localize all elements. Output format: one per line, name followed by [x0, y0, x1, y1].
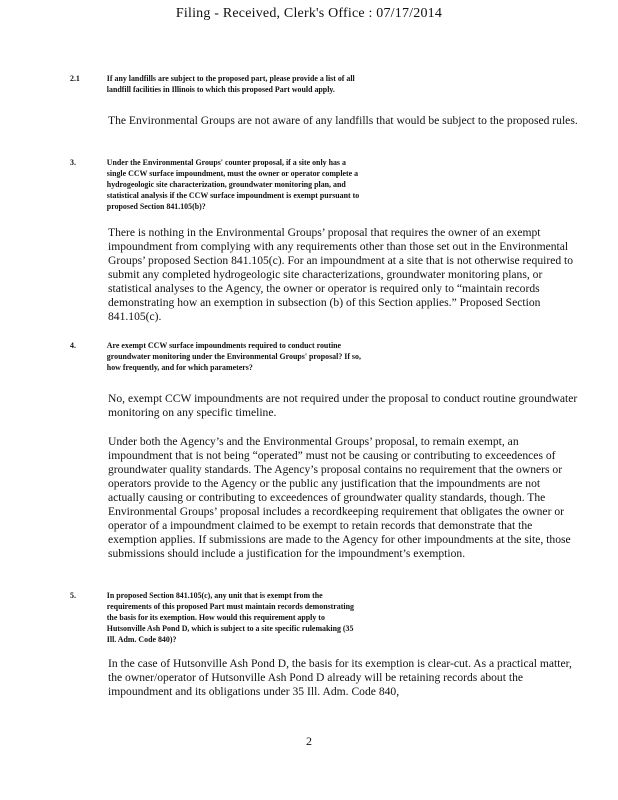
filing-stamp-header: Filing - Received, Clerk's Office : 07/17/2014 — [175, 6, 443, 21]
answer-2-1 — [108, 114, 578, 128]
question-text: If any landfills are subject to the proposed part, please provide a list of all landfill facilities in Illinois to which this proposed Part would apply. — [106, 73, 355, 94]
answer-4a — [108, 392, 578, 420]
question-text: Are exempt CCW surface impoundments required to conduct routine groundwater monitoring under the Environmental Groups' proposal? If so, how frequently, and for which parameters? — [106, 340, 361, 372]
answer-3 — [108, 226, 578, 324]
answer-paragraph: There is nothing in the Environmental Groups’ proposal that requires the owner of an exempt impoundment from complying with any requirements other than those set out in the Environmental Groups’ proposed Section 841.105(c). For an impoundment at a site that is not otherwise required to submit any completed hydrogeologic site characterizations, groundwater monitoring plans, or statistical analyses to the Agency, the owner or operator is required only to “maintain records demonstrating how an exemption in subsection (b) of this Section applies.” Proposed Section 841.105(c). — [108, 226, 574, 323]
question-number: 2.1 — [70, 73, 80, 83]
page-number: 2 — [306, 734, 312, 748]
answer-4b — [108, 435, 578, 561]
question-number: 4. — [70, 340, 76, 350]
answer-paragraph: The Environmental Groups are not aware of any landfills that would be subject to the proposed rules. — [108, 114, 578, 127]
answer-paragraph: In the case of Hutsonville Ash Pond D, the basis for its exemption is clear-cut. As a practical matter, the owner/operator of Hutsonville Ash Pond D already will be retaining records about the impoundment and its obligations under 35 Ill. Adm. Code 840, — [108, 657, 572, 698]
answer-paragraph: Under both the Agency’s and the Environmental Groups’ proposal, to remain exempt, an impoundment that is not being “operated” must not be causing or contributing to exceedences of groundwater quality standards. The Agency’s proposal contains no requirement that the owners or operators provide to the Agency or the public any justification that the impoundments are not actually causing or contributing to exceedences of groundwater quality standards, though. The Environmental Groups’ proposal includes a recordkeeping requirement that obligates the owner or operator of a impoundment claimed to be exempt to retain records that demonstrate that the exemption applies. If submissions are made to the Agency for other impoundments at the site, those submissions should include a justification for the impoundment’s exemption. — [108, 435, 571, 560]
answer-5 — [108, 657, 578, 699]
question-number: 3. — [70, 157, 76, 167]
question-text: In proposed Section 841.105(c), any unit that is exempt from the requirements of this proposed Part must maintain records demonstrating the basis for its exemption. How would this requirement apply to Hutsonville Ash Pond D, which is subject to a site specific rulemaking (35 Ill. Adm. Code 840)? — [106, 590, 354, 644]
answer-paragraph: No, exempt CCW impoundments are not required under the proposal to conduct routine groundwater monitoring on any specific timeline. — [108, 392, 578, 419]
question-text: Under the Environmental Groups' counter proposal, if a site only has a single CCW surface impoundment, must the owner or operator complete a hydrogeologic site characterization, groundwater monitoring plan, and statistical analysis if the CCW surface impoundment is exempt pursuant to proposed Section 841.105(b)? — [106, 157, 360, 211]
question-number: 5. — [70, 590, 76, 600]
